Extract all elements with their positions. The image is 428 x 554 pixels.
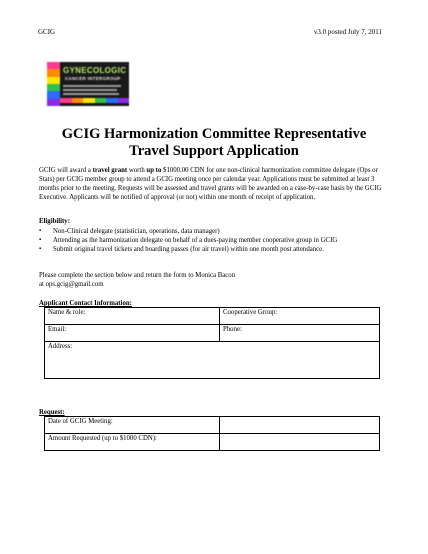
meeting-date-field[interactable]: Date of GCIG Meeting: bbox=[45, 417, 220, 434]
header-label: GCIG bbox=[38, 28, 56, 36]
eligibility-title: Eligibility: bbox=[39, 218, 70, 225]
meeting-date-input[interactable] bbox=[220, 417, 380, 434]
list-item: ▪ Submit original travel tickets and boarding passes (for air travel) within one month post attendance. bbox=[39, 246, 324, 254]
version-date: v3.0 posted July 7, 2011 bbox=[313, 28, 382, 36]
request-form-table bbox=[44, 416, 380, 451]
amount-requested-field[interactable]: Amount Requested (up to $1000 CDN): bbox=[45, 434, 220, 451]
list-item: ▪ Attending as the harmonization delegate on behalf of a dues-paying member cooperative group in GCIG bbox=[39, 237, 338, 245]
cooperative-group-field[interactable]: Cooperative Group: bbox=[220, 308, 380, 325]
logo-color-strip bbox=[60, 98, 129, 103]
request-section-title: Request: bbox=[39, 409, 65, 416]
page-subtitle: Travel Support Application bbox=[129, 143, 299, 159]
instructions: Please complete the section below and return the form to Monica Bacon at ops.gcig@gmail.com bbox=[39, 272, 236, 289]
name-role-field[interactable]: Name & role: bbox=[45, 308, 220, 325]
list-item: ▪ Non-Clinical delegate (statistician, operations, data manager) bbox=[39, 228, 220, 235]
page-title: GCIG Harmonization Committee Representative bbox=[61, 126, 367, 142]
eligibility-list bbox=[39, 227, 379, 254]
applicant-section-title: Applicant Contact Information: bbox=[39, 300, 132, 307]
logo-subword: CANCER INTERGROUP bbox=[65, 76, 121, 81]
intro-paragraph: GCIG will award a travel grant worth up to $1000.00 CDN for one non-clinical harmonization committee delegate (Ops or Stats) per GCIG member group to attend a GCIG meeting once per calendar year. Applications must be submitted at least 3 months prior to the meeting. Requests will be assessed and travel grants will be awarded on a case-by-case basis by the GCIG Executive. Applicants will be notified of approval (or not) within one month of receipt of application. bbox=[39, 167, 382, 202]
applicant-form-table bbox=[44, 307, 380, 379]
logo-color-bars bbox=[47, 62, 60, 106]
amount-requested-input[interactable] bbox=[220, 434, 380, 451]
bullet-icon: ▪ bbox=[39, 246, 42, 253]
phone-field[interactable]: Phone: bbox=[220, 325, 380, 342]
bullet-icon: ▪ bbox=[39, 237, 42, 244]
bullet-icon: ▪ bbox=[39, 228, 42, 234]
email-field[interactable]: Email: bbox=[45, 325, 220, 342]
address-field[interactable]: Address: bbox=[45, 342, 380, 379]
logo-word: GYNECOLOGIC bbox=[63, 66, 127, 75]
gcig-logo bbox=[47, 62, 129, 106]
